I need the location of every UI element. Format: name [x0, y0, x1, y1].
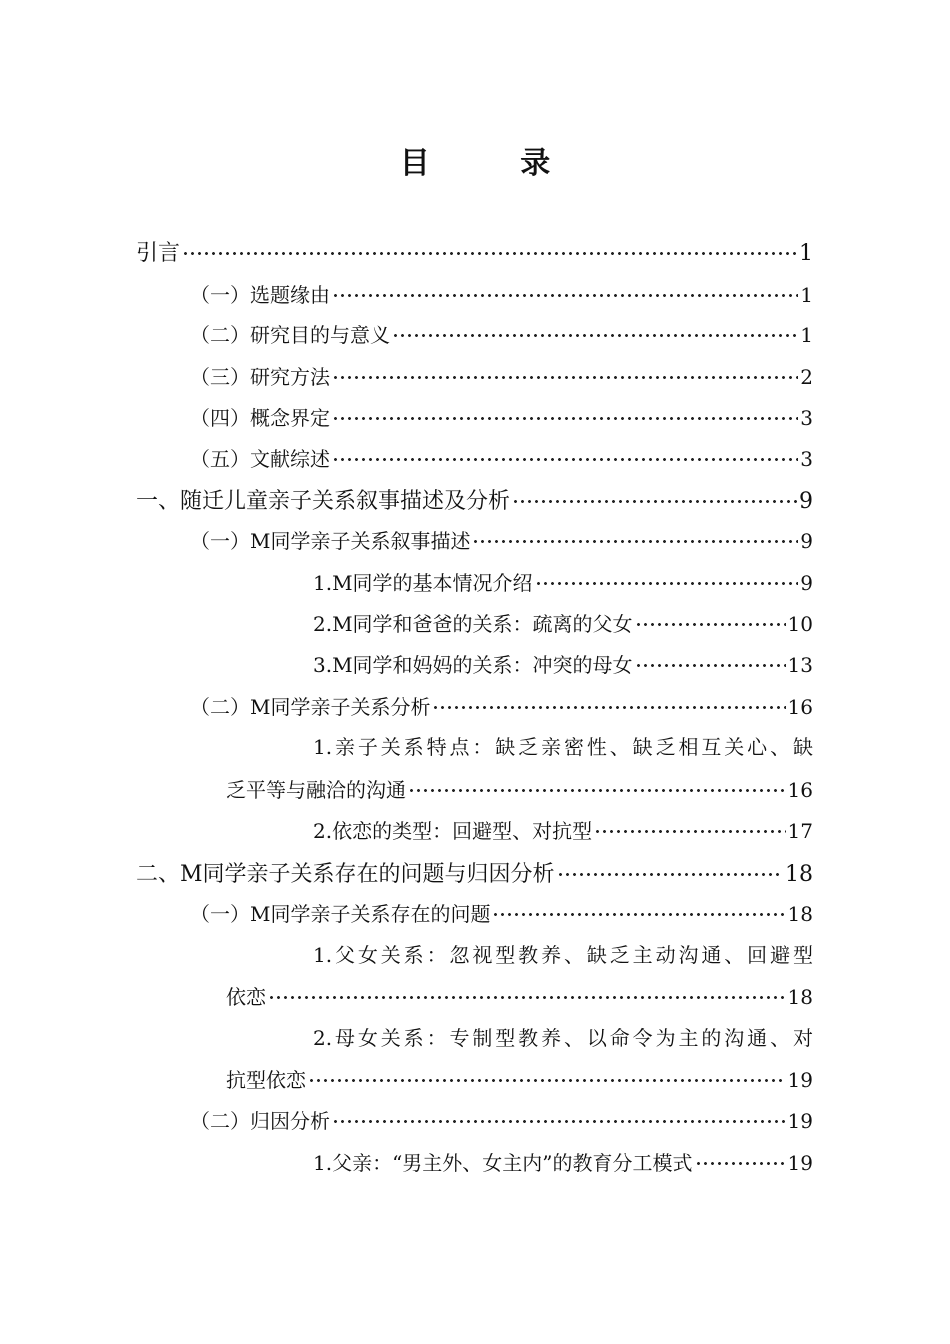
toc-entry-text: 3.M同学和妈妈的关系：冲突的母女 — [313, 653, 633, 677]
dot-leader — [332, 280, 798, 302]
toc-entry[interactable] — [313, 1148, 813, 1177]
dot-leader — [695, 1148, 786, 1170]
toc-entry[interactable] — [136, 236, 813, 268]
toc-entry-text: 依恋 — [226, 985, 266, 1009]
toc-entry-text: （一）选题缘由 — [190, 283, 330, 307]
toc-page-number: 18 — [787, 985, 813, 1009]
toc-entry[interactable] — [190, 1106, 813, 1135]
dot-leader — [392, 320, 798, 342]
dot-leader — [332, 362, 798, 384]
toc-entry-text: （三）研究方法 — [190, 365, 330, 389]
toc-page-number: 19 — [787, 1151, 813, 1175]
dot-leader — [512, 484, 797, 508]
toc-entry[interactable] — [136, 484, 813, 516]
toc-entry-text: （四）概念界定 — [190, 406, 330, 430]
toc-page-number: 9 — [800, 529, 813, 553]
toc-page-number: 16 — [787, 778, 813, 802]
toc-page-number: 3 — [800, 406, 813, 430]
dot-leader — [182, 236, 797, 260]
toc-entry[interactable] — [136, 857, 813, 889]
toc-entry[interactable] — [226, 982, 813, 1011]
toc-entry[interactable] — [226, 775, 813, 804]
toc-entry[interactable] — [190, 526, 813, 555]
toc-entry[interactable] — [190, 362, 813, 391]
toc-entry[interactable] — [313, 568, 813, 597]
toc-page-number: 13 — [787, 653, 813, 677]
dot-leader — [635, 609, 786, 631]
toc-entry-text: （二）归因分析 — [190, 1109, 330, 1133]
toc-entry-text: （一）M同学亲子关系存在的问题 — [190, 902, 491, 926]
toc-entry[interactable] — [313, 609, 813, 638]
toc-entry[interactable] — [190, 280, 813, 309]
toc-page-number: 18 — [787, 902, 813, 926]
dot-leader — [268, 982, 786, 1004]
toc-entry-first-line[interactable]: 1.亲子关系特点：缺乏亲密性、缺乏相互关心、缺 — [313, 735, 813, 759]
toc-page-number: 1 — [800, 283, 813, 307]
dot-leader — [594, 816, 785, 838]
toc-page-number: 16 — [787, 695, 813, 719]
toc-entry-text: 二、M同学亲子关系存在的问题与归因分析 — [136, 862, 555, 888]
dot-leader — [557, 857, 783, 881]
toc-entry[interactable] — [190, 692, 813, 721]
toc-entry-first-line[interactable]: 1.父女关系：忽视型教养、缺乏主动沟通、回避型 — [313, 943, 813, 967]
dot-leader — [432, 692, 785, 714]
toc-entry-text: 1.M同学的基本情况介绍 — [313, 571, 533, 595]
toc-entry-first-line[interactable]: 2.母女关系：专制型教养、以命令为主的沟通、对 — [313, 1026, 813, 1050]
toc-page-number: 1 — [800, 323, 813, 347]
dot-leader — [635, 650, 786, 672]
toc-page-number: 3 — [800, 447, 813, 471]
toc-page-number: 2 — [800, 365, 813, 389]
toc-page-number: 19 — [787, 1068, 813, 1092]
toc-entry-text: 抗型依恋 — [226, 1068, 306, 1092]
toc-entry-text: 2.依恋的类型：回避型、对抗型 — [313, 819, 593, 843]
toc-page-number: 18 — [785, 862, 813, 888]
dot-leader — [408, 775, 786, 797]
toc-entry[interactable] — [190, 444, 813, 473]
toc-entry-text: （二）研究目的与意义 — [190, 323, 390, 347]
toc-page-number: 9 — [800, 571, 813, 595]
dot-leader — [492, 899, 785, 921]
toc-page-number: 1 — [799, 241, 813, 267]
toc-entry[interactable] — [226, 1065, 813, 1094]
dot-leader — [308, 1065, 786, 1087]
toc-entry-text: 1.父亲：“男主外、女主内”的教育分工模式 — [313, 1151, 693, 1175]
toc-entry[interactable] — [313, 650, 813, 679]
toc-page-number: 19 — [787, 1109, 813, 1133]
page-title: 目 录 — [399, 146, 591, 181]
toc-entry[interactable] — [190, 403, 813, 432]
dot-leader — [332, 1106, 786, 1128]
toc-entry-text: 乏平等与融洽的沟通 — [226, 778, 406, 802]
toc-entry-text: （一）M同学亲子关系叙事描述 — [190, 529, 471, 553]
toc-entry-text: （二）M同学亲子关系分析 — [190, 695, 431, 719]
dot-leader — [332, 403, 798, 425]
toc-entry-text: （五）文献综述 — [190, 447, 330, 471]
toc-entry-text: 一、随迁儿童亲子关系叙事描述及分析 — [136, 489, 511, 515]
dot-leader — [472, 526, 798, 548]
toc-entry-text: 2.M同学和爸爸的关系：疏离的父女 — [313, 612, 633, 636]
dot-leader — [332, 444, 798, 466]
toc-page-number: 10 — [787, 612, 813, 636]
toc-page-number: 17 — [787, 819, 813, 843]
toc-page-number: 9 — [799, 489, 813, 515]
toc-entry[interactable] — [190, 320, 813, 349]
toc-entry[interactable] — [313, 816, 813, 845]
dot-leader — [535, 568, 799, 590]
toc-entry[interactable] — [190, 899, 813, 928]
toc-entry-text: 引言 — [136, 241, 181, 267]
